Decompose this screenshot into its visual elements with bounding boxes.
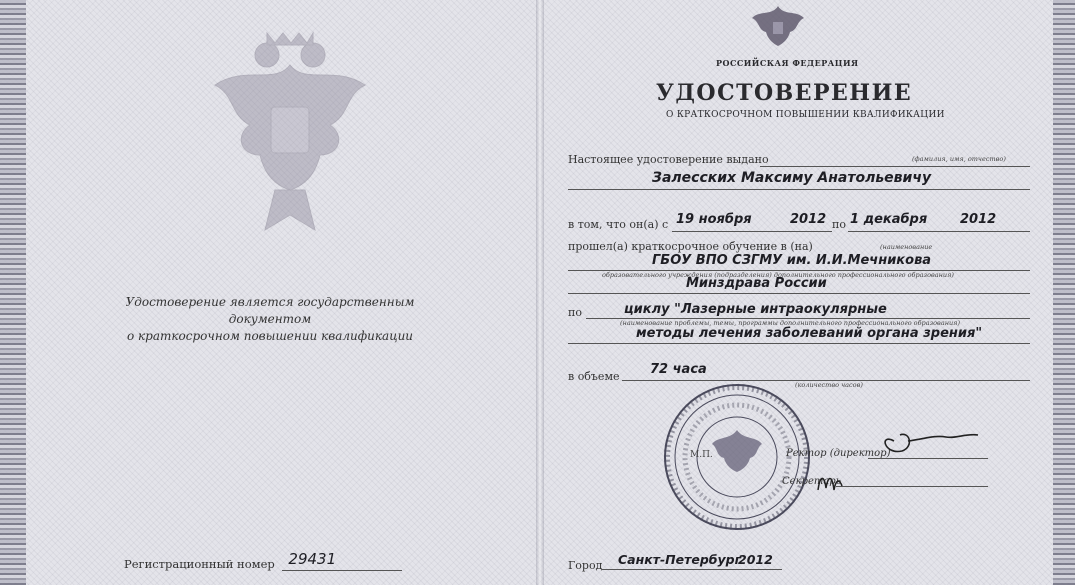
small-eagle-emblem [748, 0, 808, 50]
issued-label: Настоящее удостоверение выдано [568, 153, 769, 166]
rector-label: Ректор (директор) [786, 448, 891, 459]
document-title: УДОСТОВЕРЕНИЕ [656, 80, 913, 106]
institution-hint-below: образовательного учреждения (подразделения) дополнительного профессионального образования) [602, 271, 954, 279]
registration-label: Регистрационный номер [124, 557, 275, 571]
period-to-label: по [832, 218, 846, 231]
registration-number-row [124, 550, 402, 571]
seal-mp-label: М.П. [690, 450, 713, 460]
document-subtitle: О КРАТКОСРОЧНОМ ПОВЫШЕНИИ КВАЛИФИКАЦИИ [666, 110, 945, 120]
issued-hint: (фамилия, имя, отчество) [912, 155, 1006, 163]
period-from-label: в том, что он(а) с [568, 218, 669, 231]
period-to-underline [848, 231, 1030, 232]
city-label: Город [568, 559, 603, 572]
registration-line [282, 550, 402, 571]
institution-hint-right: (наименование [880, 243, 933, 251]
period-from-year: 2012 [790, 212, 827, 227]
institution-underline-2 [568, 293, 1030, 294]
statement-line-1: Удостоверение является государственным документом [125, 295, 415, 326]
program-line-1: циклу "Лазерные интраокулярные [624, 302, 887, 317]
city-value: Санкт-Петербург [618, 552, 742, 567]
year-value: 2012 [738, 552, 773, 567]
institution-label: прошел(а) краткосрочное обучение в (на) [568, 240, 813, 253]
volume-value: 72 часа [650, 362, 707, 377]
country-heading: РОССИЙСКАЯ ФЕДЕРАЦИЯ [716, 58, 859, 68]
period-from-underline [672, 231, 832, 232]
city-underline [602, 569, 782, 570]
institution-line-2: Минздрава России [686, 276, 827, 291]
rector-signature [874, 423, 984, 463]
volume-hint: (количество часов) [795, 381, 863, 389]
volume-label: в объеме [568, 370, 620, 383]
program-hint: (наименование проблемы, темы, программы дополнительного профессионального образования) [620, 319, 961, 327]
secretary-signature [812, 466, 848, 502]
center-fold [536, 0, 544, 585]
ornamental-border-right [1053, 0, 1075, 585]
institution-line-1: ГБОУ ВПО СЗГМУ им. И.И.Мечникова [652, 253, 932, 268]
double-headed-eagle-emblem [205, 25, 375, 240]
statement-line-2: о краткосрочном повышении квалификации [126, 329, 414, 343]
issued-underline-1 [760, 166, 1030, 167]
period-from-date: 19 ноября [676, 212, 752, 227]
registration-number: 29431 [288, 550, 337, 568]
issued-underline-2 [568, 189, 1030, 190]
program-underline-2 [568, 343, 1030, 344]
secretary-signature-line [836, 486, 988, 487]
program-label: по [568, 306, 582, 319]
recipient-name: Залесских Максиму Анатольевичу [652, 170, 932, 186]
program-line-2: методы лечения заболеваний органа зрения" [636, 326, 983, 341]
statement-text [100, 294, 440, 345]
ornamental-border-left [0, 0, 26, 585]
secretary-label: Секретарь [782, 476, 842, 487]
period-to-date: 1 декабря [850, 212, 928, 227]
period-to-year: 2012 [960, 212, 997, 227]
